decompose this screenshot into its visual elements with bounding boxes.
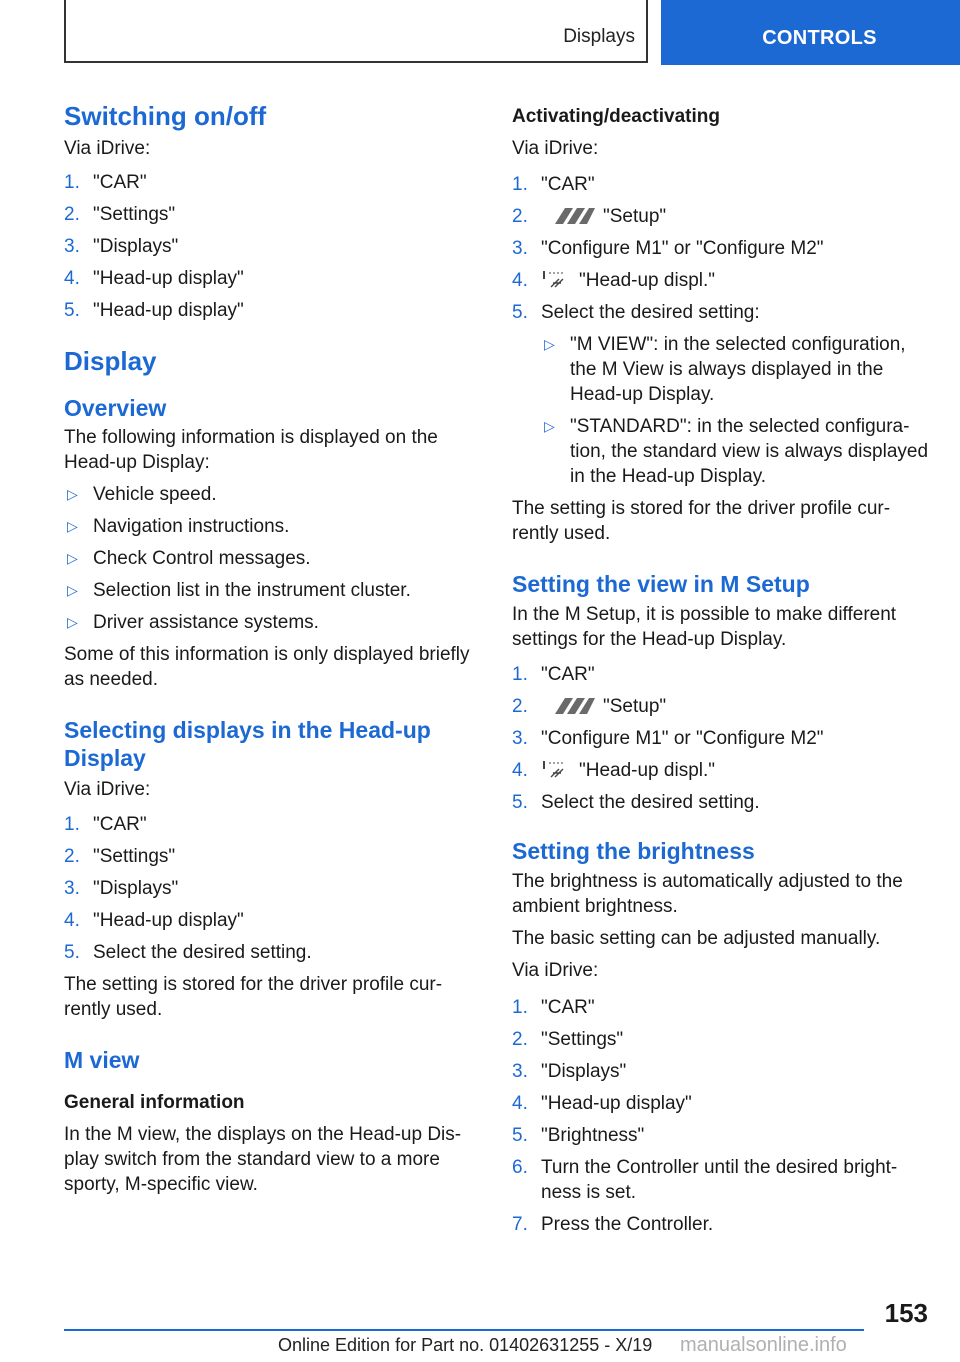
step-number: 6.	[512, 1157, 528, 1178]
step-number: 2.	[64, 846, 80, 867]
activating-intro: Via iDrive:	[512, 138, 599, 159]
list-item	[64, 170, 478, 195]
bullet-triangle-icon: ▷	[544, 418, 555, 434]
list-item	[64, 578, 478, 603]
footer-divider	[64, 1329, 864, 1331]
list-item: 4. "Head-up displ."	[512, 270, 716, 291]
step-number: 4.	[64, 268, 80, 289]
list-item	[64, 908, 478, 933]
left-column	[64, 100, 478, 1197]
switching-steps	[64, 170, 478, 323]
bullet-triangle-icon: ▷	[67, 582, 78, 598]
list-item: 1. "CAR"	[512, 174, 595, 195]
list-item	[64, 514, 478, 539]
step-text: "Settings"	[93, 846, 176, 867]
bullet-triangle-icon: ▷	[544, 336, 555, 352]
list-item	[512, 1027, 932, 1052]
bullet-text: Check Control messages.	[93, 548, 311, 569]
list-item: 3. "Configure M1" or "Configure M2"	[512, 238, 824, 259]
m-setup-steps	[512, 662, 932, 815]
step-number: 4.	[64, 910, 80, 931]
selecting-note: The setting is stored for the driver profile cur‐rently used.	[64, 974, 443, 1020]
activating-steps	[512, 172, 932, 325]
list-item: 1. "CAR"	[512, 664, 595, 685]
overview-note: Some of this information is only displayed briefly as needed.	[64, 644, 470, 690]
list-item	[64, 940, 478, 965]
overview-bullets	[64, 482, 478, 635]
right-column	[512, 104, 932, 1244]
list-item	[512, 1059, 932, 1084]
page-number: 153	[884, 1298, 928, 1328]
header-frame	[64, 0, 648, 63]
list-item: 2. "Setup"	[512, 696, 667, 717]
overview-text: The following information is displayed on the Head-up Display:	[64, 427, 438, 473]
switching-heading: Switching on/off	[64, 101, 267, 131]
step-text: "CAR"	[541, 997, 595, 1018]
brightness-heading: Setting the brightness	[512, 838, 755, 864]
step-text: "Settings"	[93, 204, 176, 225]
step-number: 3.	[64, 878, 80, 899]
general-info-heading: General information	[64, 1092, 245, 1113]
bullet-triangle-icon: ▷	[67, 486, 78, 502]
activating-heading: Activating/deactivating	[512, 106, 720, 127]
watermark: manualsonline.info	[680, 1334, 847, 1356]
step-number: 5.	[512, 1125, 528, 1146]
list-item	[64, 844, 478, 869]
step-text: "Settings"	[541, 1029, 624, 1050]
bullet-triangle-icon: ▷	[67, 550, 78, 566]
brightness-text-2: The basic setting can be adjusted manually.	[512, 928, 881, 949]
list-item	[64, 812, 478, 837]
list-item: 5. Select the desired setting:	[512, 302, 760, 323]
list-item	[512, 1212, 932, 1237]
selecting-steps	[64, 812, 478, 965]
step-text: Turn the Controller until the desired bright‐ness is set.	[541, 1157, 898, 1203]
step-number: 1.	[64, 172, 80, 193]
switching-intro: Via iDrive:	[64, 138, 151, 159]
list-item: 3. "Configure M1" or "Configure M2"	[512, 728, 824, 749]
list-item	[64, 202, 478, 227]
step-text: Select the desired setting.	[93, 942, 312, 963]
list-item	[512, 1091, 932, 1116]
list-item	[64, 482, 478, 507]
step-text: "CAR"	[93, 172, 147, 193]
step-number: 4.	[512, 1093, 528, 1114]
activating-sub-bullets	[512, 332, 932, 489]
step-number: 3.	[512, 1061, 528, 1082]
bullet-text: Navigation instructions.	[93, 516, 290, 537]
m-setup-text: In the M Setup, it is possible to make different settings for the Head-up Display.	[512, 604, 897, 650]
step-text: "Brightness"	[541, 1125, 645, 1146]
brightness-intro: Via iDrive:	[512, 960, 599, 981]
list-item	[64, 546, 478, 571]
list-item	[512, 995, 932, 1020]
general-info-text: In the M view, the displays on the Head-up Dis‐play switch from the standard view to a more sporty, M-specific view.	[64, 1124, 462, 1195]
bullet-text: Vehicle speed.	[93, 484, 217, 505]
step-text: "Head-up display"	[93, 268, 244, 289]
list-item	[512, 1123, 932, 1148]
list-item: 2. "Setup"	[512, 206, 667, 227]
step-text: "Displays"	[541, 1061, 627, 1082]
brightness-steps	[512, 995, 932, 1237]
list-item	[64, 266, 478, 291]
bullet-triangle-icon: ▷	[67, 614, 78, 630]
bullet-triangle-icon: ▷	[67, 518, 78, 534]
list-item	[64, 298, 478, 323]
list-item: 4. "Head-up displ."	[512, 760, 716, 781]
head-up-display-icon	[541, 759, 571, 779]
step-number: 1.	[64, 814, 80, 835]
head-up-display-icon	[541, 269, 571, 289]
list-item: ▷ "STANDARD": in the selected configura‐tion, the standard view is always displayed in the Head-up Display.	[544, 416, 929, 487]
m-stripes-icon	[545, 208, 595, 224]
edition-text: Online Edition for Part no. 01402631255 - X/19	[278, 1335, 653, 1355]
bullet-text: Driver assistance systems.	[93, 612, 319, 633]
list-item	[64, 234, 478, 259]
selecting-heading: Selecting displays in the Head-up Display	[64, 717, 431, 771]
step-text: "Head-up display"	[93, 300, 244, 321]
step-number: 3.	[64, 236, 80, 257]
display-heading: Display	[64, 346, 157, 376]
step-text: "Displays"	[93, 236, 179, 257]
header-chapter-tab	[661, 0, 960, 65]
brightness-text-1: The brightness is automatically adjusted to the ambient brightness.	[512, 871, 903, 917]
m-view-heading: M view	[64, 1047, 140, 1073]
step-text: Press the Controller.	[541, 1214, 714, 1235]
list-item	[64, 610, 478, 635]
step-text: "Displays"	[93, 878, 179, 899]
selecting-intro: Via iDrive:	[64, 779, 151, 800]
header-chapter-label: CONTROLS	[762, 27, 877, 49]
step-text: "Head-up display"	[541, 1093, 692, 1114]
step-number: 5.	[64, 942, 80, 963]
step-text: "CAR"	[93, 814, 147, 835]
step-text: "Head-up display"	[93, 910, 244, 931]
list-item: 5. Select the desired setting.	[512, 792, 760, 813]
list-item	[64, 876, 478, 901]
step-number: 7.	[512, 1214, 528, 1235]
bullet-text: Selection list in the instrument cluster.	[93, 580, 411, 601]
step-number: 2.	[64, 204, 80, 225]
overview-heading: Overview	[64, 395, 167, 421]
step-number: 1.	[512, 997, 528, 1018]
step-number: 5.	[64, 300, 80, 321]
header-section-title: Displays	[563, 26, 635, 47]
activating-note: The setting is stored for the driver profile cur‐rently used.	[512, 498, 891, 544]
step-number: 2.	[512, 1029, 528, 1050]
list-item: ▷ "M VIEW": in the selected configuration, the M View is always displayed in the Head-up Display.	[544, 334, 906, 405]
m-stripes-icon	[545, 698, 595, 714]
list-item	[512, 1155, 932, 1205]
m-setup-heading: Setting the view in M Setup	[512, 571, 810, 597]
